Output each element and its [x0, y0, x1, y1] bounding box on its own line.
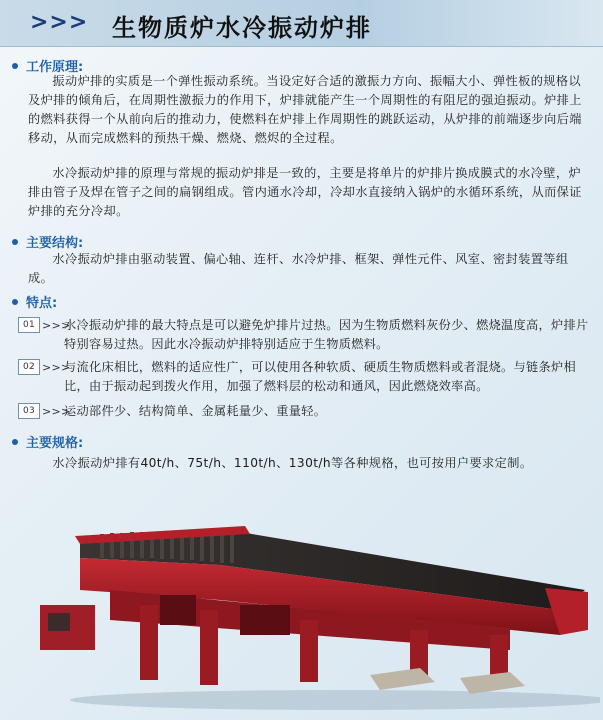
section-heading-structure [12, 232, 83, 251]
feature-number-badge: 02 [18, 359, 40, 375]
title-arrows: >>> [30, 10, 89, 35]
frame-leg [200, 610, 218, 685]
specs-heading: 主要规格: [26, 436, 84, 451]
bullet-icon [12, 63, 18, 69]
feature-item-01 [18, 316, 590, 354]
water-cooled-vibrating-grate-photo [40, 510, 600, 715]
title-bar [0, 0, 603, 47]
frame-leg [300, 620, 318, 682]
feature-arrows: >>> [42, 361, 71, 374]
bullet-icon [12, 439, 18, 445]
principle-paragraph-1: 振动炉排的实质是一个弹性振动系统。当设定好合适的激振力方向、振幅大小、弹性板的规格以及炉排的倾角后，在周期性激振力的作用下，炉排就能产生一个周期性的有阻尼的强迫振动。炉排上的燃料获得一个从前向后的推动力，使燃料在炉排上作周期性的跳跃运动，从炉排的前端逐步向后端移动，从而完成燃料的预热干燥、燃烧、燃烬的全过程。 [28, 74, 582, 145]
bullet-icon [12, 239, 18, 245]
bullet-icon [12, 299, 18, 305]
feature-text: 水冷振动炉排的最大特点是可以避免炉排片过热。因为生物质燃料灰份少、燃烧温度高，炉排片特别容易过热。因此水冷振动炉排特别适应于生物质燃料。 [64, 318, 589, 351]
features-heading: 特点: [26, 296, 58, 311]
feature-arrows: >>> [42, 319, 71, 332]
feature-text: 运动部件少、结构简单、金属耗量少、重量轻。 [64, 404, 327, 418]
structure-paragraph: 水冷振动炉排由驱动装置、偏心轴、连杆、水冷炉排、框架、弹性元件、风室、密封装置等组成。 [28, 252, 569, 285]
floor-shadow [70, 690, 600, 710]
feature-arrows: >>> [42, 405, 71, 418]
feature-number-badge: 03 [18, 403, 40, 419]
feature-number-badge: 01 [18, 317, 40, 333]
specs-paragraph: 水冷振动炉排有40t/h、75t/h、110t/h、130t/h等各种规格，也可按用户要求定制。 [52, 456, 533, 470]
feature-item-03 [18, 402, 590, 421]
frame-leg [140, 605, 158, 680]
frame-panel [240, 605, 290, 635]
support-foot [460, 672, 525, 694]
feature-item-02 [18, 358, 590, 396]
feature-text: 与流化床相比，燃料的适应性广，可以使用各种软质、硬质生物质燃料或者混烧。与链条炉相比，由于振动起到拨火作用，加强了燃料层的松动和通风，因此燃烧效率高。 [64, 360, 576, 393]
page-title: 生物质炉水冷振动炉排 [112, 14, 372, 42]
frame-panel [160, 595, 196, 625]
principle-heading: 工作原理: [26, 60, 84, 75]
section-heading-features [12, 292, 57, 311]
drive-motor [48, 613, 70, 631]
section-heading-specs [12, 432, 83, 451]
structure-heading: 主要结构: [26, 236, 84, 251]
principle-paragraph-2: 水冷振动炉排的原理与常规的振动炉排是一致的，主要是将单片的炉排片换成膜式的水冷壁，炉排由管子及焊在管子之间的扁钢组成。管内通水冷却，冷却水直接纳入锅炉的水循环系统，从而保证炉排的充分冷却。 [28, 166, 582, 218]
